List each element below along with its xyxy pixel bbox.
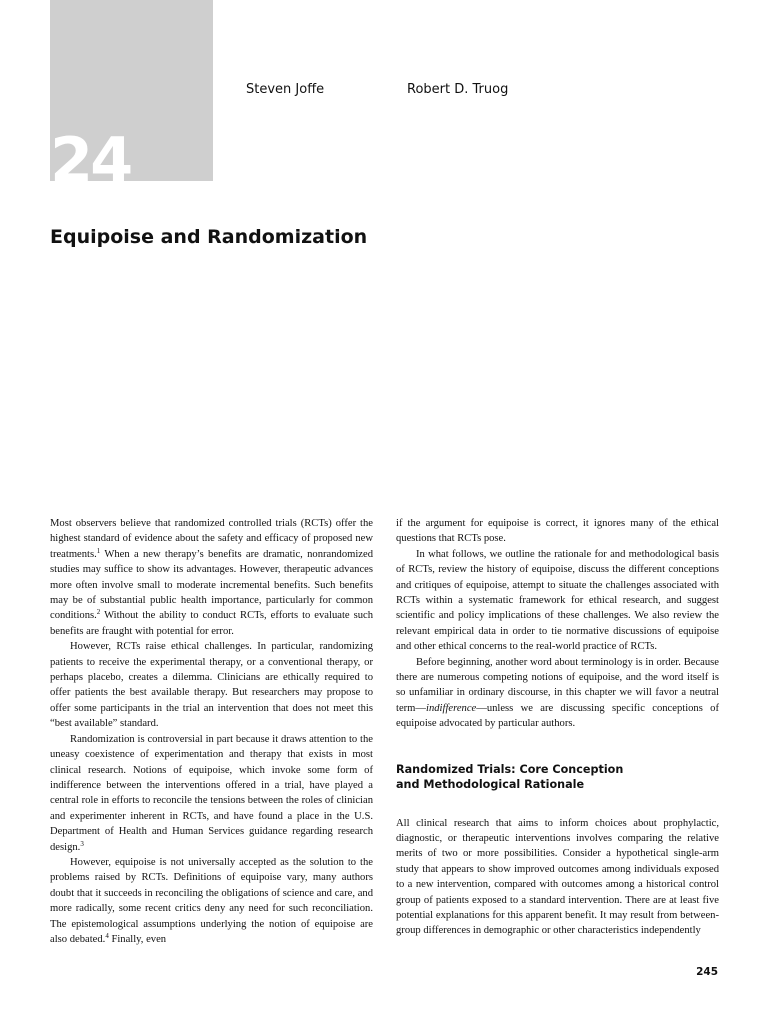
- chapter-title: Equipoise and Randomization: [50, 226, 368, 248]
- section-heading: [396, 762, 719, 793]
- heading-line: and Methodological Rationale: [396, 778, 585, 792]
- text-run: Before beginning, another word about terminology is in order. Because there are numerous competing notions of equipoise, and the word itself is so unfamiliar in ordinary discourse, in this chapter we will favor a neutral term—: [396, 656, 719, 714]
- footnote-ref: 3: [80, 839, 84, 848]
- chapter-number: 24: [50, 124, 131, 197]
- page-number: 245: [696, 966, 718, 978]
- paragraph: However, RCTs raise ethical challenges. In particular, randomizing patients to receive the experimental therapy, or a conventional therapy, or perhaps placebo, creates a dilemma. Clinicians are ethically required to offer patients the best available therapy. But researchers may propose to offer some participants in the trial an intervention that does not meet this “best available” standard.: [50, 641, 373, 730]
- text-run: Without the ability to conduct RCTs, efforts to evaluate such benefits are fraught with potential for error.: [50, 610, 373, 637]
- heading-line: Randomized Trials: Core Conception: [396, 762, 624, 776]
- text-run: However, equipoise is not universally accepted as the solution to the problems raised by RCTs. Definitions of equipoise vary, many authors doubt that it succeeds in reconciling the obligations of science and care, and more radically, some recent critics deny any need for such reconciliation. The epistemological assumptions underlying the notion of equipoise are also debated.: [50, 856, 373, 945]
- text-run: Finally, even: [108, 933, 167, 945]
- author-2: Robert D. Truog: [407, 82, 509, 97]
- footnote-ref: 1: [96, 546, 101, 555]
- emphasis: indifference: [426, 702, 477, 714]
- paragraph: In what follows, we outline the rationale for and methodological basis of RCTs, review the history of equipoise, discuss the different conceptions and critiques of equipoise, attempt to situate the challenges associated with RCTs within a systematic framework for ethical research, and suggest scientific and policy implications of these challenges. We also review the relevant empirical data in order to tie normative discussions of equipoise and other ethical concerns to the real-world practice of RCTs.: [396, 548, 719, 653]
- paragraph: [50, 855, 373, 947]
- text-run: Most observers believe that randomized controlled trials (RCTs) offer the highest standard of evidence about the safety and efficacy of proposed new treatments.: [50, 518, 373, 560]
- footnote-ref: 4: [105, 931, 109, 940]
- right-column: [396, 516, 719, 939]
- paragraph: [50, 732, 373, 855]
- paragraph: [50, 516, 373, 639]
- left-column: [50, 516, 373, 947]
- author-1: Steven Joffe: [246, 82, 325, 97]
- paragraph: All clinical research that aims to inform choices about prophylactic, diagnostic, or therapeutic interventions involves comparing the relative merits of two or more possibilities. Consider a hypothetical single-arm study that appears to show improved outcomes among individuals exposed to a new intervention, compared with outcomes among a historical control group of patients exposed to a standard intervention. There are at least five potential explanations for this apparent benefit. It may result from between-group differences in demographic or other characteristics independently: [396, 817, 719, 937]
- text-run: Randomization is controversial in part because it draws attention to the uneasy coexistence of experimentation and therapy that exists in most clinical research. Notions of equipoise, which invoke some form of indifference between the interventions offered in a trial, have played a central role in efforts to reconcile the tensions between the roles of clinician and experimenter inherent in RCTs, and have found a place in the U.S. Department of Health and Human Services guidance regarding research design.: [50, 733, 373, 853]
- paragraph: [396, 655, 719, 732]
- footnote-ref: 2: [96, 608, 101, 617]
- paragraph: if the argument for equipoise is correct, it ignores many of the ethical questions that RCTs pose.: [396, 518, 719, 545]
- text-run: When a new therapy’s benefits are dramatic, nonrandomized studies may suffice to show its advantages. However, therapeutic advances more often involve small to moderate incremental benefits. Such benefits may be of substantial public health importance, particularly for common conditions.: [50, 548, 373, 622]
- text-run: —unless we are discussing specific conceptions of equipoise advocated by particular authors.: [396, 702, 719, 730]
